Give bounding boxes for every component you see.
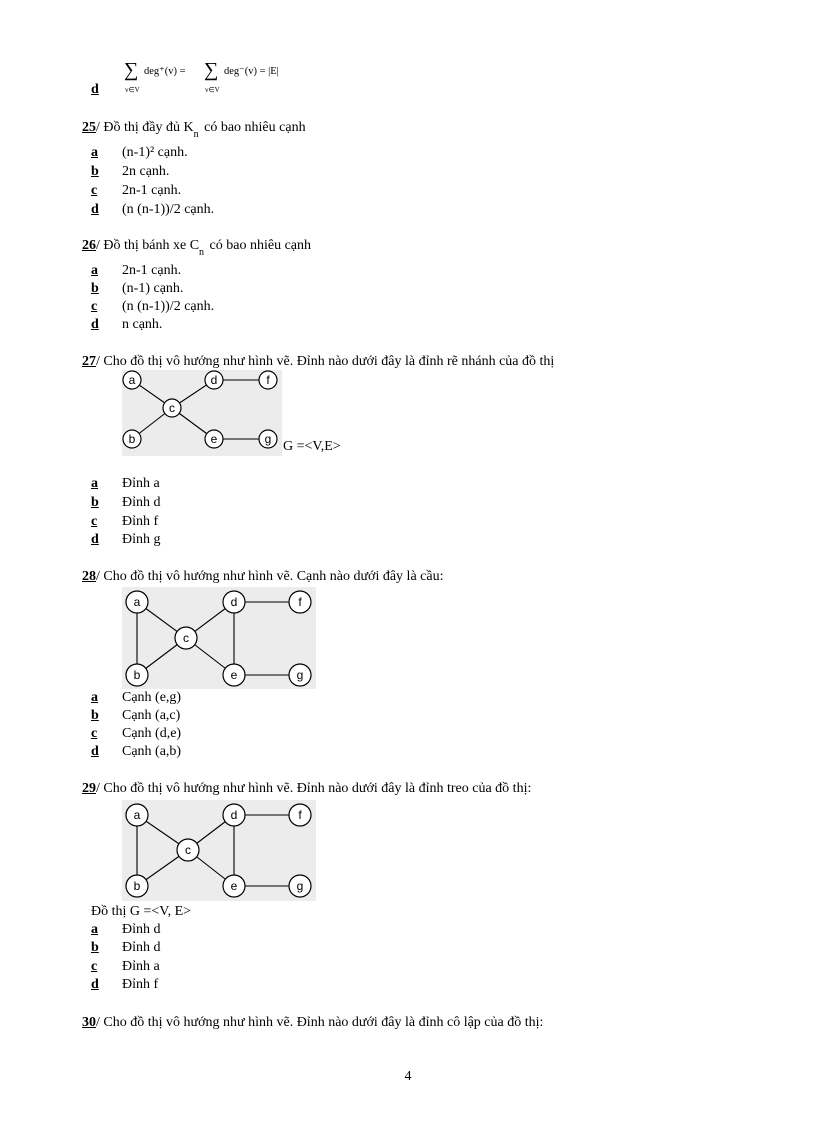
svg-text:a: a <box>128 373 136 387</box>
node-f <box>289 804 311 826</box>
node-g <box>289 875 311 897</box>
formula-deg-minus: deg⁻(v) = |E| <box>224 66 279 77</box>
node-a <box>126 804 148 826</box>
q25-option-d[interactable]: d (n (n-1))/2 cạnh. <box>91 202 215 217</box>
q25-option-b[interactable]: b 2n cạnh. <box>91 164 170 179</box>
svg-text:d: d <box>230 595 238 609</box>
formula-sigma-1: ∑ <box>124 59 139 81</box>
q27-option-b[interactable]: b Đỉnh d <box>91 495 161 510</box>
node-d <box>223 804 245 826</box>
q29-option-c[interactable]: c Đỉnh a <box>91 959 160 974</box>
svg-text:e: e <box>230 879 238 893</box>
formula-deg-plus: deg⁺(v) = <box>144 66 186 77</box>
question-number: 26 <box>82 238 96 253</box>
svg-text:e: e <box>230 668 238 682</box>
svg-text:a: a <box>133 808 141 822</box>
svg-text:g: g <box>296 668 304 682</box>
q29-graph-caption: Đồ thị G =<V, E> <box>91 904 192 919</box>
formula-sigma-2: ∑ <box>204 59 219 81</box>
question-25-title: 25/ Đồ thị đầy đủ $K_n$ có bao nhiêu cạnh <box>82 120 306 140</box>
node-f <box>259 371 277 389</box>
page-number: 4 <box>404 1069 412 1084</box>
node-g <box>289 664 311 686</box>
q26-option-b[interactable]: b (n-1) cạnh. <box>91 281 184 296</box>
q28-graph-figure <box>122 587 316 689</box>
svg-text:d: d <box>230 808 238 822</box>
question-28-title: 28/ Cho đồ thị vô hướng như hình vẽ. Cạnh nào dưới đây là cầu: <box>82 569 444 584</box>
node-b <box>123 430 141 448</box>
svg-text:c: c <box>169 401 175 415</box>
question-number: 27 <box>82 354 96 369</box>
node-f <box>289 591 311 613</box>
node-d <box>223 591 245 613</box>
q29-option-a[interactable]: a Đỉnh d <box>91 922 161 937</box>
q28-option-c[interactable]: c Cạnh (d,e) <box>91 726 182 741</box>
svg-text:g: g <box>264 432 272 446</box>
q25-option-a[interactable]: a (n-1)² cạnh. <box>91 145 188 160</box>
q24-option-d[interactable] <box>91 81 122 99</box>
degree-sum-formula <box>122 56 312 96</box>
node-e <box>205 430 223 448</box>
q26-option-c[interactable]: c (n (n-1))/2 cạnh. <box>91 299 215 314</box>
svg-text:f: f <box>298 808 302 822</box>
q27-graph-figure <box>122 370 282 456</box>
node-e <box>223 664 245 686</box>
q27-option-d[interactable]: d Đỉnh g <box>91 532 161 547</box>
svg-text:f: f <box>298 595 302 609</box>
q28-option-b[interactable]: b Cạnh (a,c) <box>91 708 181 723</box>
q26-option-a[interactable]: a 2n-1 cạnh. <box>91 263 182 278</box>
node-c <box>163 399 181 417</box>
question-number: 28 <box>82 569 96 584</box>
svg-text:b: b <box>133 879 141 893</box>
q29-option-d[interactable]: d Đỉnh f <box>91 977 159 992</box>
question-27-title: 27/ Cho đồ thị vô hướng như hình vẽ. Đỉnh nào dưới đây là đỉnh rẽ nhánh của đồ thị <box>82 354 555 369</box>
node-b <box>126 664 148 686</box>
node-c <box>175 627 197 649</box>
question-30-title: 30/ Cho đồ thị vô hướng như hình vẽ. Đỉnh nào dưới đây là đỉnh cô lập của đồ thị: <box>82 1015 544 1030</box>
option-letter: d <box>91 82 99 97</box>
q27-graph-caption: G =<V,E> <box>283 439 341 454</box>
formula-under-1: v∈V <box>125 86 140 94</box>
node-a <box>126 591 148 613</box>
svg-text:f: f <box>266 373 270 387</box>
svg-text:c: c <box>183 631 189 645</box>
q25-option-c[interactable]: c 2n-1 cạnh. <box>91 183 182 198</box>
svg-text:e: e <box>210 432 218 446</box>
node-a <box>123 371 141 389</box>
q27-option-c[interactable]: c Đỉnh f <box>91 514 159 529</box>
svg-text:d: d <box>210 373 218 387</box>
svg-text:b: b <box>133 668 141 682</box>
q29-option-b[interactable]: b Đỉnh d <box>91 940 161 955</box>
q28-option-a[interactable]: a Cạnh (e,g) <box>91 690 182 705</box>
q29-graph-figure <box>122 800 316 901</box>
question-number: 29 <box>82 781 96 796</box>
q26-option-d[interactable]: d n cạnh. <box>91 317 163 332</box>
svg-text:c: c <box>185 843 191 857</box>
q28-option-d[interactable]: d Cạnh (a,b) <box>91 744 182 759</box>
question-number: 30 <box>82 1015 96 1030</box>
formula-under-2: v∈V <box>205 86 220 94</box>
q27-option-a[interactable]: a Đỉnh a <box>91 476 160 491</box>
node-e <box>223 875 245 897</box>
svg-text:a: a <box>133 595 141 609</box>
node-b <box>126 875 148 897</box>
node-g <box>259 430 277 448</box>
question-29-title: 29/ Cho đồ thị vô hướng như hình vẽ. Đỉnh nào dưới đây là đỉnh treo của đồ thị: <box>82 781 532 796</box>
svg-text:b: b <box>128 432 136 446</box>
node-d <box>205 371 223 389</box>
question-number: 25 <box>82 120 96 135</box>
node-c <box>177 839 199 861</box>
question-26-title: 26/ Đồ thị bánh xe $C_n$ có bao nhiêu cạnh <box>82 238 312 258</box>
svg-text:g: g <box>296 879 304 893</box>
